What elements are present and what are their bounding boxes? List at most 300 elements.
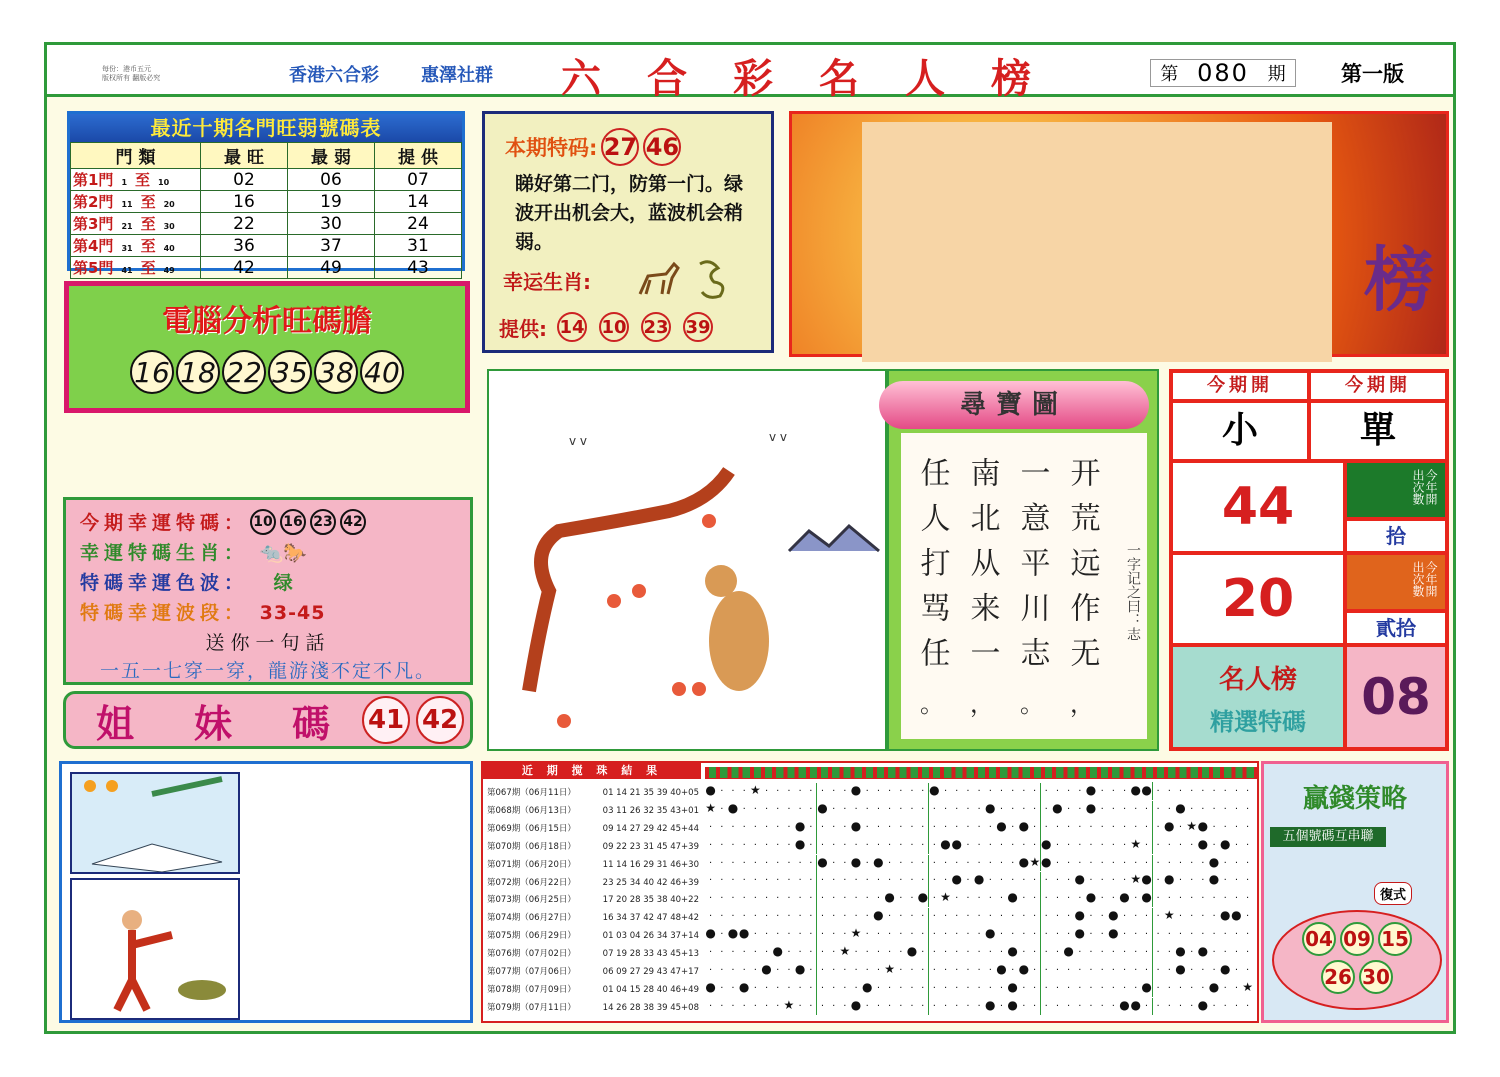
door-table-row: 第1門 1 至 10 02 06 07: [71, 169, 462, 191]
dot-cell: ·: [832, 964, 836, 976]
dot-cell: ·: [932, 803, 936, 815]
lucky-range-label: 特碼幸運波段: [80, 602, 225, 624]
strategy-number: 04: [1302, 922, 1336, 956]
dot-cell: ·: [876, 839, 880, 851]
computer-title: 電腦分析旺碼膽: [162, 304, 372, 339]
dot-cell: ·: [1100, 964, 1104, 976]
dot-cell: ·: [910, 786, 914, 797]
dot-cell: ·: [988, 786, 992, 797]
dot-cell: ·: [1201, 857, 1205, 869]
dot-cell: ●: [1219, 961, 1231, 976]
dot-cell: ·: [1111, 964, 1115, 976]
dot-cell: ·: [742, 911, 746, 923]
dot-cell: ·: [1212, 911, 1216, 923]
dot-cell: ·: [1029, 783, 1040, 801]
dot-cell: ·: [918, 837, 929, 855]
fame-title: 名人榜: [1218, 665, 1297, 695]
dot-cell: ●: [1141, 979, 1152, 997]
dot-cell: ·: [820, 1000, 825, 1012]
dot-cell: ·: [876, 982, 880, 994]
dot-cell: ·: [1055, 839, 1059, 851]
dot-cell: ·: [918, 855, 929, 873]
dot-cell: ·: [1022, 929, 1026, 941]
dot-cell: ·: [709, 893, 713, 905]
dot-cell: ●: [727, 800, 739, 815]
dot-grid-row: [705, 940, 1257, 958]
result-row: 第069期（06月15日） 09 14 27 29 42 45+44: [487, 823, 699, 834]
door-table-panel: [67, 111, 465, 278]
dot-cell: ·: [876, 875, 880, 887]
dot-grid-row: [705, 868, 1257, 886]
dot-cell: ·: [1067, 803, 1071, 815]
dot-cell: ·: [1111, 839, 1115, 851]
dot-cell: ·: [1223, 929, 1227, 941]
dot-cell: ·: [865, 821, 869, 833]
dot-cell: ·: [776, 911, 780, 923]
dot-cell: ●: [861, 979, 873, 994]
dot-cell: ★: [1130, 872, 1142, 887]
dot-cell: ·: [798, 1000, 802, 1012]
dot-cell: ·: [843, 929, 847, 941]
dot-cell: ●: [951, 872, 962, 887]
dot-cell: ★: [783, 997, 795, 1012]
dot-cell: ·: [854, 964, 858, 976]
dot-cell: ·: [776, 982, 780, 994]
door-cold: 30: [288, 213, 375, 235]
dot-cell: ·: [888, 839, 892, 851]
dot-cell: ·: [753, 1000, 757, 1012]
dot-cell: ·: [1100, 1000, 1104, 1012]
dot-cell: ·: [988, 911, 992, 923]
dot-cell: ·: [977, 1000, 981, 1012]
dot-cell: ·: [966, 929, 970, 941]
door-label: 第1門: [73, 171, 114, 189]
dot-cell: ●: [850, 818, 862, 833]
dot-cell: ·: [988, 964, 992, 976]
copyright-line: 版权所有 翻版必究: [102, 74, 161, 82]
door-offer: 14: [375, 191, 462, 213]
dot-cell: ·: [1201, 893, 1205, 905]
stat-label: 今年開出次數: [1345, 553, 1447, 611]
dot-cell: ·: [1234, 964, 1238, 976]
dot-grid-row: [705, 779, 1257, 797]
dot-cell: ·: [764, 929, 769, 941]
dot-cell: ·: [988, 839, 992, 851]
dot-cell: ·: [899, 821, 903, 833]
dot-cell: ·: [932, 911, 936, 923]
dot-cell: ·: [1029, 944, 1040, 962]
dot-cell: ·: [1190, 1000, 1194, 1012]
dot-cell: ·: [1055, 857, 1059, 869]
dot-cell: ·: [1011, 821, 1015, 833]
dot-cell: ·: [820, 929, 825, 941]
strategy-panel: [1261, 761, 1449, 1023]
dot-cell: ·: [832, 803, 836, 815]
dot-cell: ·: [1201, 803, 1205, 815]
dot-cell: ·: [918, 801, 929, 819]
dot-cell: ·: [1100, 982, 1104, 994]
dot-cell: ·: [932, 947, 936, 959]
computer-number: 38: [314, 350, 358, 394]
dot-cell: ·: [1029, 801, 1040, 819]
dot-cell: ·: [1122, 875, 1127, 887]
dot-cell: ●: [1141, 871, 1152, 889]
dot-cell: ·: [720, 857, 724, 869]
banner-blank-area: [862, 122, 1332, 362]
dot-cell: ·: [1089, 821, 1093, 833]
dot-cell: ●: [929, 783, 940, 797]
door-hot: 22: [201, 213, 288, 235]
dot-grid-row: [705, 904, 1257, 922]
dot-cell: ·: [806, 980, 817, 998]
dot-cell: ·: [798, 911, 802, 923]
dot-cell: ·: [1156, 857, 1160, 869]
dot-cell: ·: [1234, 857, 1238, 869]
dot-cell: ·: [899, 929, 903, 941]
page-frame: [44, 42, 1456, 1034]
result-row: 第079期（07月11日） 14 26 28 38 39 45+08: [487, 1002, 699, 1013]
dot-cell: ·: [1100, 786, 1104, 797]
dot-cell: ·: [1067, 839, 1071, 851]
dot-cell: ·: [820, 947, 825, 959]
dot-cell: ·: [910, 1000, 914, 1012]
dot-cell: ·: [1044, 911, 1048, 923]
dot-cell: ·: [843, 786, 847, 797]
dot-cell: ·: [720, 803, 724, 815]
dot-cell: ·: [932, 839, 936, 851]
dot-cell: ·: [899, 893, 903, 905]
dot-cell: ·: [832, 786, 836, 797]
dot-cell: ·: [854, 947, 858, 959]
dot-cell: ·: [1055, 947, 1059, 959]
dot-cell: ·: [1044, 893, 1048, 905]
dot-cell: ·: [865, 1000, 869, 1012]
dot-cell: ·: [832, 839, 836, 851]
dot-cell: ·: [1212, 803, 1216, 815]
dot-cell: ·: [1078, 1000, 1082, 1012]
dot-cell: ·: [1055, 821, 1059, 833]
dot-cell: ·: [742, 821, 746, 833]
dot-cell: ·: [709, 964, 713, 976]
dot-cell: ·: [865, 964, 869, 976]
dot-cell: ·: [806, 926, 817, 944]
dot-cell: ·: [865, 786, 869, 797]
dot-cell: ·: [854, 982, 858, 994]
dot-cell: ·: [776, 786, 780, 797]
dot-cell: ●: [1197, 997, 1209, 1012]
door-offer: 43: [375, 257, 462, 279]
dot-cell: ·: [1022, 911, 1026, 923]
dot-cell: ·: [1190, 839, 1194, 851]
dot-cell: ●: [985, 997, 996, 1012]
dot-cell: ·: [720, 947, 724, 959]
dot-cell: ·: [1190, 875, 1194, 887]
dot-cell: ·: [1167, 893, 1171, 905]
dot-cell: ·: [1122, 929, 1127, 941]
dot-cell: ·: [1044, 982, 1048, 994]
door-hot: 42: [201, 257, 288, 279]
dot-cell: ·: [1167, 964, 1171, 976]
dot-cell: ·: [888, 857, 892, 869]
dot-cell: ·: [753, 821, 757, 833]
saying-text: 一五一七穿一穿，龍游淺不定不凡。: [99, 660, 436, 682]
dot-cell: ·: [764, 821, 769, 833]
dot-cell: ·: [1246, 929, 1250, 941]
dot-cell: ●: [996, 818, 1007, 833]
dot-cell: ·: [832, 929, 836, 941]
dot-cell: ·: [1156, 964, 1160, 976]
dot-cell: ·: [1100, 839, 1104, 851]
dot-cell: ·: [966, 803, 970, 815]
dot-cell: ·: [731, 1000, 735, 1012]
dot-cell: ·: [787, 947, 791, 959]
dot-cell: ·: [1055, 911, 1059, 923]
dot-cell: ·: [1022, 982, 1026, 994]
dot-cell: ·: [1022, 893, 1026, 905]
dot-cell: ·: [932, 893, 936, 905]
dot-cell: ·: [910, 839, 914, 851]
poem-column: 开荒远作无 ，: [1064, 457, 1100, 718]
dot-cell: ·: [918, 926, 929, 944]
dot-cell: ●: [1208, 872, 1220, 887]
dot-cell: ·: [806, 801, 817, 819]
dot-cell: ·: [1246, 875, 1250, 887]
dot-cell: ·: [910, 875, 914, 887]
dot-cell: ·: [1122, 947, 1127, 959]
dot-cell: ·: [876, 821, 880, 833]
dot-cell: ·: [720, 1000, 724, 1012]
dot-cell: ·: [787, 929, 791, 941]
dot-cell: ·: [1122, 911, 1127, 923]
dot-cell: ·: [1134, 982, 1138, 994]
dot-cell: ·: [764, 982, 769, 994]
result-row: 第068期（06月13日） 03 11 26 32 35 43+01: [487, 805, 699, 816]
dot-cell: ·: [832, 947, 836, 959]
monkey-picture: [487, 369, 887, 751]
fame-subtitle: 精選特碼: [1210, 708, 1306, 736]
dot-cell: ·: [918, 819, 929, 837]
book-picture: [70, 772, 240, 874]
dot-cell: ·: [865, 875, 869, 887]
dot-cell: ·: [1100, 911, 1104, 923]
dot-cell: ·: [832, 911, 836, 923]
dot-cell: ·: [1156, 947, 1160, 959]
svg-text:v v: v v: [569, 434, 588, 448]
door-cold: 37: [288, 235, 375, 257]
dot-cell: ·: [918, 908, 929, 926]
dot-cell: ●: [1007, 979, 1018, 994]
dot-cell: ·: [988, 893, 992, 905]
dot-cell: ·: [806, 890, 817, 908]
dot-cell: ·: [1134, 929, 1138, 941]
dot-cell: ·: [1167, 982, 1171, 994]
dot-cell: ·: [932, 929, 936, 941]
dot-cell: ·: [820, 893, 825, 905]
dot-cell: ·: [1246, 857, 1250, 869]
dot-cell: ·: [709, 821, 713, 833]
dot-cell: ★: [749, 783, 761, 797]
dot-cell: ·: [1111, 857, 1115, 869]
dot-cell: ·: [943, 929, 948, 941]
dot-cell: ·: [731, 857, 735, 869]
dot-cell: ●: [727, 926, 739, 941]
dot-cell: ·: [820, 911, 825, 923]
dot-cell: ·: [932, 875, 936, 887]
dot-cell: ·: [977, 803, 981, 815]
dot-cell: ·: [764, 786, 769, 797]
dot-cell: ·: [1190, 857, 1194, 869]
dot-cell: ·: [1234, 839, 1238, 851]
dot-cell: ·: [1156, 821, 1160, 833]
dot-cell: ·: [1011, 786, 1015, 797]
dot-cell: ·: [1055, 893, 1059, 905]
archer-picture: [70, 878, 240, 1020]
dot-cell: ·: [1234, 947, 1238, 959]
dot-cell: ·: [865, 929, 869, 941]
poem-column: 南北从来一 ，: [964, 457, 1000, 718]
dot-cell: ·: [1044, 821, 1048, 833]
dot-cell: ·: [1111, 786, 1115, 797]
dot-cell: ·: [776, 964, 780, 976]
dot-cell: ·: [1022, 786, 1026, 797]
dot-cell: ·: [1122, 786, 1127, 797]
dot-cell: ●: [940, 836, 951, 851]
dot-cell: ·: [1029, 837, 1040, 855]
dot-cell: ·: [731, 911, 735, 923]
dot-cell: ·: [1055, 875, 1059, 887]
dot-cell: ●: [1175, 961, 1186, 976]
dot-cell: ●: [1085, 890, 1097, 905]
door-cold: 49: [288, 257, 375, 279]
strategy-number: 30: [1359, 960, 1393, 994]
dot-cell: ·: [977, 839, 981, 851]
dot-cell: ·: [910, 893, 914, 905]
dot-cell: ·: [854, 893, 858, 905]
dot-cell: ·: [1029, 890, 1040, 908]
dot-cell: ·: [1067, 964, 1071, 976]
dot-cell: ·: [999, 911, 1004, 923]
dot-cell: ●: [1130, 997, 1141, 1012]
dot-cell: ·: [1234, 875, 1238, 887]
door-table-title: 最近十期各門旺弱號碼表: [70, 114, 462, 142]
offer-number: 14: [557, 312, 587, 342]
sister-panel: 姐 妹 碼 41 42: [63, 691, 473, 749]
computer-number: 18: [176, 350, 220, 394]
dot-cell: ·: [943, 857, 948, 869]
dot-cell: ·: [1134, 964, 1138, 976]
dot-cell: ·: [798, 786, 802, 797]
dot-cell: ·: [1111, 1000, 1115, 1012]
dot-cell: ·: [910, 911, 914, 923]
dot-cell: ·: [932, 964, 936, 976]
dot-cell: ·: [1044, 964, 1048, 976]
dot-cell: ·: [988, 982, 992, 994]
dot-cell: ·: [918, 872, 929, 890]
dot-cell: ·: [1078, 982, 1082, 994]
dot-cell: ·: [1044, 875, 1048, 887]
door-table: [70, 142, 462, 279]
dot-cell: ★: [850, 926, 862, 941]
lucky-special-label: 今期幸運特碼: [80, 512, 225, 534]
dot-cell: ·: [966, 786, 970, 797]
dot-cell: ·: [1167, 803, 1171, 815]
dot-grid-row: [705, 958, 1257, 976]
dot-cell: ·: [1246, 947, 1250, 959]
dot-cell: ·: [1190, 893, 1194, 905]
dot-cell: ·: [776, 929, 780, 941]
dot-cell: ·: [1022, 875, 1026, 887]
dot-cell: ·: [1111, 821, 1115, 833]
dot-cell: ·: [1134, 821, 1138, 833]
dot-cell: ·: [1178, 982, 1183, 994]
dot-cell: ·: [966, 839, 970, 851]
dot-cell: ·: [888, 911, 892, 923]
dot-cell: ·: [1111, 803, 1115, 815]
computer-panel: [64, 281, 470, 413]
dot-cell: ·: [1178, 929, 1183, 941]
dot-cell: ·: [943, 803, 948, 815]
dot-cell: ●: [1040, 836, 1052, 851]
dot-cell: ·: [731, 893, 735, 905]
dot-cell: ●: [1197, 818, 1209, 833]
dot-cell: ●: [1231, 908, 1242, 923]
dot-cell: ·: [806, 837, 817, 855]
lucky-number: 10: [250, 509, 276, 535]
dot-cell: ·: [709, 839, 713, 851]
results-title: 近 期 搅 珠 結 果: [483, 763, 701, 779]
dot-cell: ·: [899, 857, 903, 869]
dot-cell: ●: [850, 783, 862, 797]
dot-cell: ·: [1223, 821, 1227, 833]
issue-number: 080: [1197, 59, 1249, 87]
dot-cell: ·: [820, 982, 825, 994]
door-hot: 36: [201, 235, 288, 257]
dot-cell: ●: [1018, 818, 1030, 833]
fame-box: [1171, 645, 1345, 749]
dot-cell: ·: [1111, 875, 1115, 887]
dot-cell: ·: [1223, 803, 1227, 815]
results-panel: [481, 761, 1259, 1023]
door-offer: 07: [375, 169, 462, 191]
header-subtitle: 香港六合彩: [289, 65, 379, 86]
dot-cell: ●: [772, 944, 783, 959]
strategy-number: 09: [1340, 922, 1374, 956]
dot-cell: ·: [854, 839, 858, 851]
dot-cell: ●: [705, 979, 716, 994]
dot-cell: ·: [888, 803, 892, 815]
dot-cell: ·: [806, 998, 817, 1016]
header: [47, 45, 1453, 102]
dot-cell: ·: [1246, 821, 1250, 833]
dot-cell: ·: [1011, 857, 1015, 869]
dot-cell: ●: [794, 818, 806, 833]
dot-cell: ·: [1223, 857, 1227, 869]
dot-cell: ●: [1119, 890, 1130, 905]
dot-cell: ●: [705, 783, 716, 797]
dot-cell: ·: [1223, 947, 1227, 959]
result-row: 第070期（06月18日） 09 22 23 31 45 47+39: [487, 841, 699, 852]
dot-cell: ·: [787, 964, 791, 976]
stat-number: 44: [1171, 461, 1345, 553]
dot-cell: ·: [720, 893, 724, 905]
dot-cell: ·: [1167, 1000, 1171, 1012]
dot-cell: ·: [865, 803, 869, 815]
result-row: 第071期（06月20日） 11 14 16 29 31 46+30: [487, 859, 699, 870]
dot-cell: ·: [1029, 962, 1040, 980]
dot-cell: ·: [1190, 786, 1194, 797]
dot-cell: ·: [742, 947, 746, 959]
dot-cell: ·: [1044, 929, 1048, 941]
